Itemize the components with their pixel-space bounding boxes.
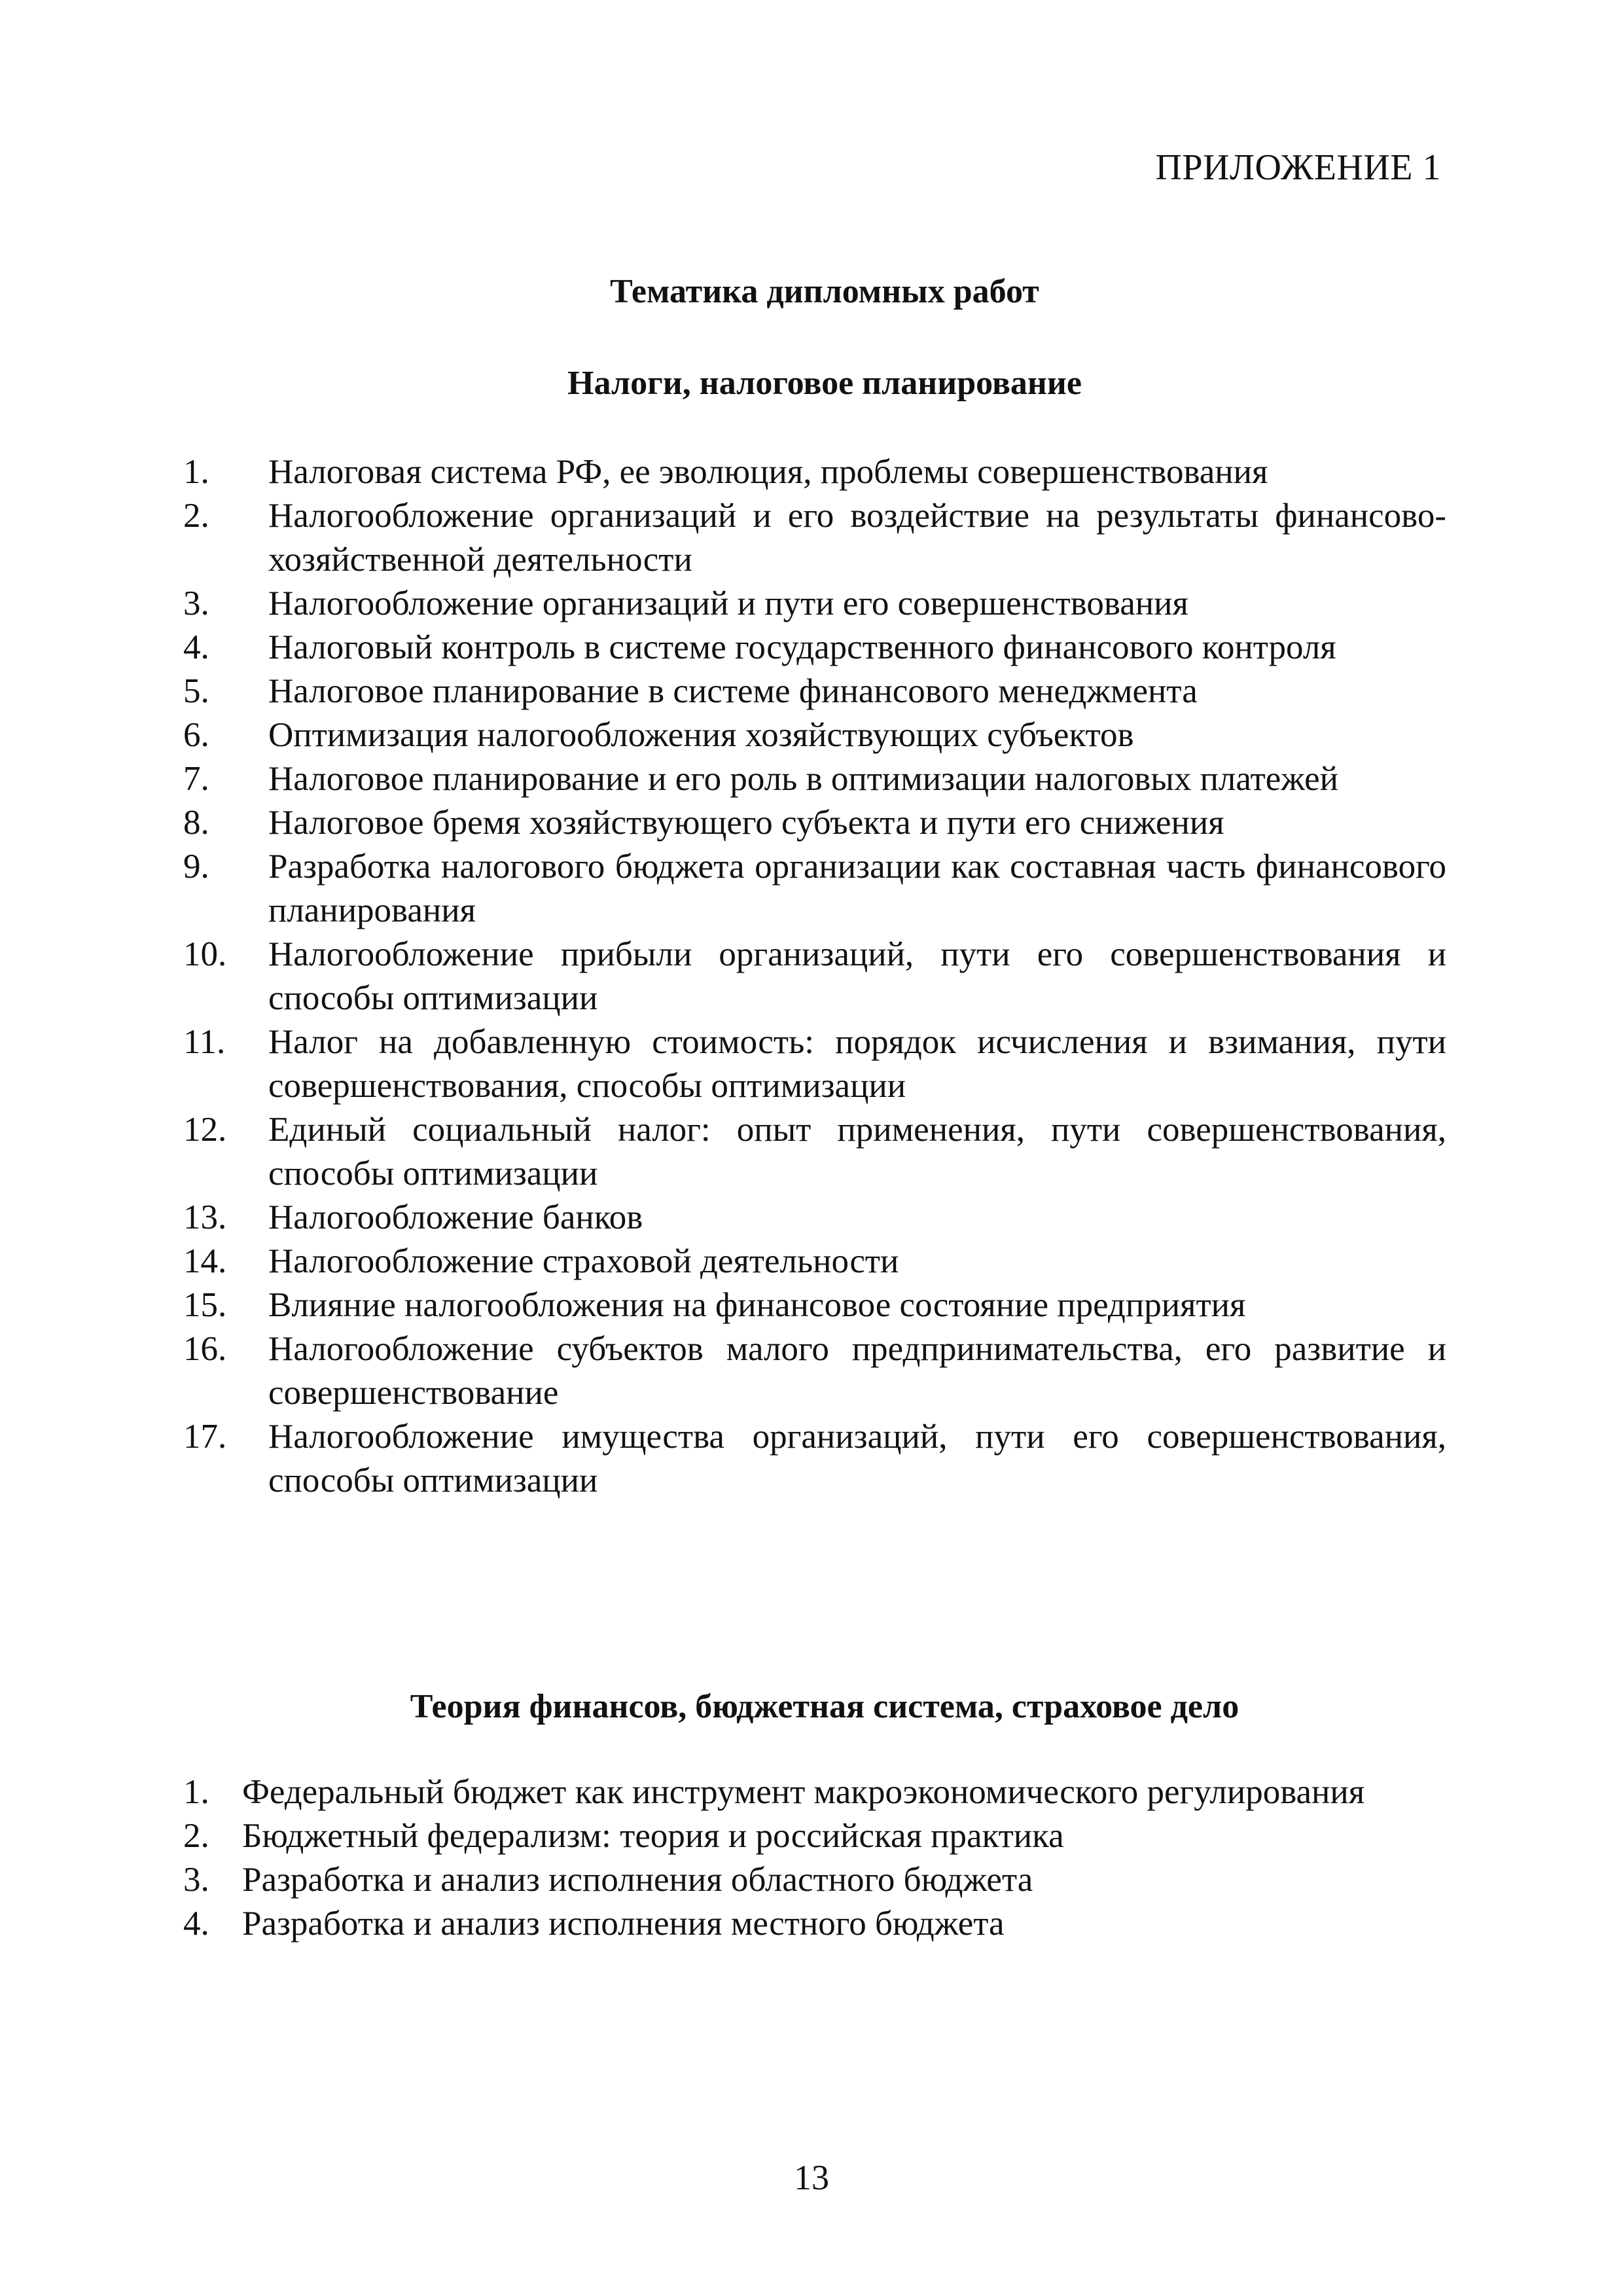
appendix-label: ПРИЛОЖЕНИЕ 1: [1155, 147, 1441, 188]
page-title: Тематика дипломных работ: [610, 273, 1039, 310]
item-number: 6.: [183, 716, 209, 754]
item-text: Налогообложение страховой деятельности: [268, 1242, 899, 1280]
item-number: 1.: [183, 453, 209, 491]
item-text: Налогообложение имущества организаций, пути его совершенствования, способы оптимизации: [268, 1418, 1446, 1499]
list-item: [183, 1240, 1446, 1283]
list-item: [183, 713, 1446, 757]
item-number: 4.: [183, 1905, 209, 1943]
item-number: 1.: [183, 1773, 209, 1811]
item-number: 4.: [183, 628, 209, 666]
item-text: Единый социальный налог: опыт применения, пути совершенствования, способы оптимизации: [268, 1111, 1446, 1193]
list-item: [183, 450, 1446, 494]
list-item: [183, 757, 1446, 801]
item-text: Разработка и анализ исполнения местного бюджета: [242, 1905, 1005, 1943]
list-item: [183, 494, 1446, 582]
list-item: [183, 670, 1446, 713]
item-number: 3.: [183, 584, 209, 622]
item-number: 2.: [183, 497, 209, 535]
item-text: Разработка и анализ исполнения областного бюджета: [242, 1861, 1033, 1899]
item-number: 3.: [183, 1861, 209, 1899]
item-text: Разработка налогового бюджета организации как составная часть финансового планирования: [268, 848, 1446, 929]
item-text: Налоговое бремя хозяйствующего субъекта и пути его снижения: [268, 804, 1224, 842]
list-item: [183, 1902, 1446, 1946]
item-number: 7.: [183, 760, 209, 798]
item-number: 10.: [183, 935, 227, 973]
section-heading-taxes: Налоги, налоговое планирование: [567, 365, 1082, 402]
item-number: 5.: [183, 672, 209, 710]
topic-list-finance: [183, 1770, 1446, 1946]
list-item: [183, 933, 1446, 1020]
item-text: Налогообложение прибыли организаций, пути его совершенствования и способы оптимизации: [268, 935, 1446, 1017]
list-item: [183, 1415, 1446, 1503]
list-item: [183, 1283, 1446, 1327]
page-number: 13: [794, 2158, 829, 2197]
item-number: 8.: [183, 804, 209, 842]
section-heading-finance: Теория финансов, бюджетная система, страховое дело: [410, 1688, 1240, 1725]
item-number: 2.: [183, 1817, 209, 1855]
item-text: Налоговое планирование в системе финансового менеджмента: [268, 672, 1198, 710]
list-item: [183, 1858, 1446, 1902]
list-item: [183, 845, 1446, 933]
item-number: 9.: [183, 848, 209, 886]
item-number: 15.: [183, 1286, 227, 1324]
item-text: Федеральный бюджет как инструмент макроэкономического регулирования: [242, 1773, 1365, 1811]
item-number: 17.: [183, 1418, 227, 1456]
item-number: 12.: [183, 1111, 227, 1149]
item-text: Налогообложение организаций и пути его совершенствования: [268, 584, 1188, 622]
item-text: Налогообложение организаций и его воздействие на результаты финансово-хозяйственной деятельности: [268, 497, 1446, 579]
item-number: 11.: [183, 1023, 226, 1061]
list-item: [183, 582, 1446, 626]
item-text: Налоговая система РФ, ее эволюция, проблемы совершенствования: [268, 453, 1268, 491]
list-item: [183, 1196, 1446, 1240]
topic-list-taxes: [183, 450, 1446, 1503]
item-text: Налогообложение банков: [268, 1198, 643, 1236]
item-number: 16.: [183, 1330, 227, 1368]
item-text: Бюджетный федерализм: теория и российская практика: [242, 1817, 1064, 1855]
item-text: Оптимизация налогообложения хозяйствующих субъектов: [268, 716, 1134, 754]
item-text: Влияние налогообложения на финансовое состояние предприятия: [268, 1286, 1246, 1324]
list-item: [183, 626, 1446, 670]
list-item: [183, 1814, 1446, 1858]
item-number: 13.: [183, 1198, 227, 1236]
item-number: 14.: [183, 1242, 227, 1280]
list-item: [183, 1020, 1446, 1108]
item-text: Налогообложение субъектов малого предпринимательства, его развитие и совершенствование: [268, 1330, 1446, 1412]
item-text: Налоговый контроль в системе государственного финансового контроля: [268, 628, 1336, 666]
list-item: [183, 1327, 1446, 1415]
list-item: [183, 801, 1446, 845]
list-item: [183, 1108, 1446, 1196]
list-item: [183, 1770, 1446, 1814]
item-text: Налог на добавленную стоимость: порядок исчисления и взимания, пути совершенствования, способы оптимизации: [268, 1023, 1446, 1105]
item-text: Налоговое планирование и его роль в оптимизации налоговых платежей: [268, 760, 1339, 798]
